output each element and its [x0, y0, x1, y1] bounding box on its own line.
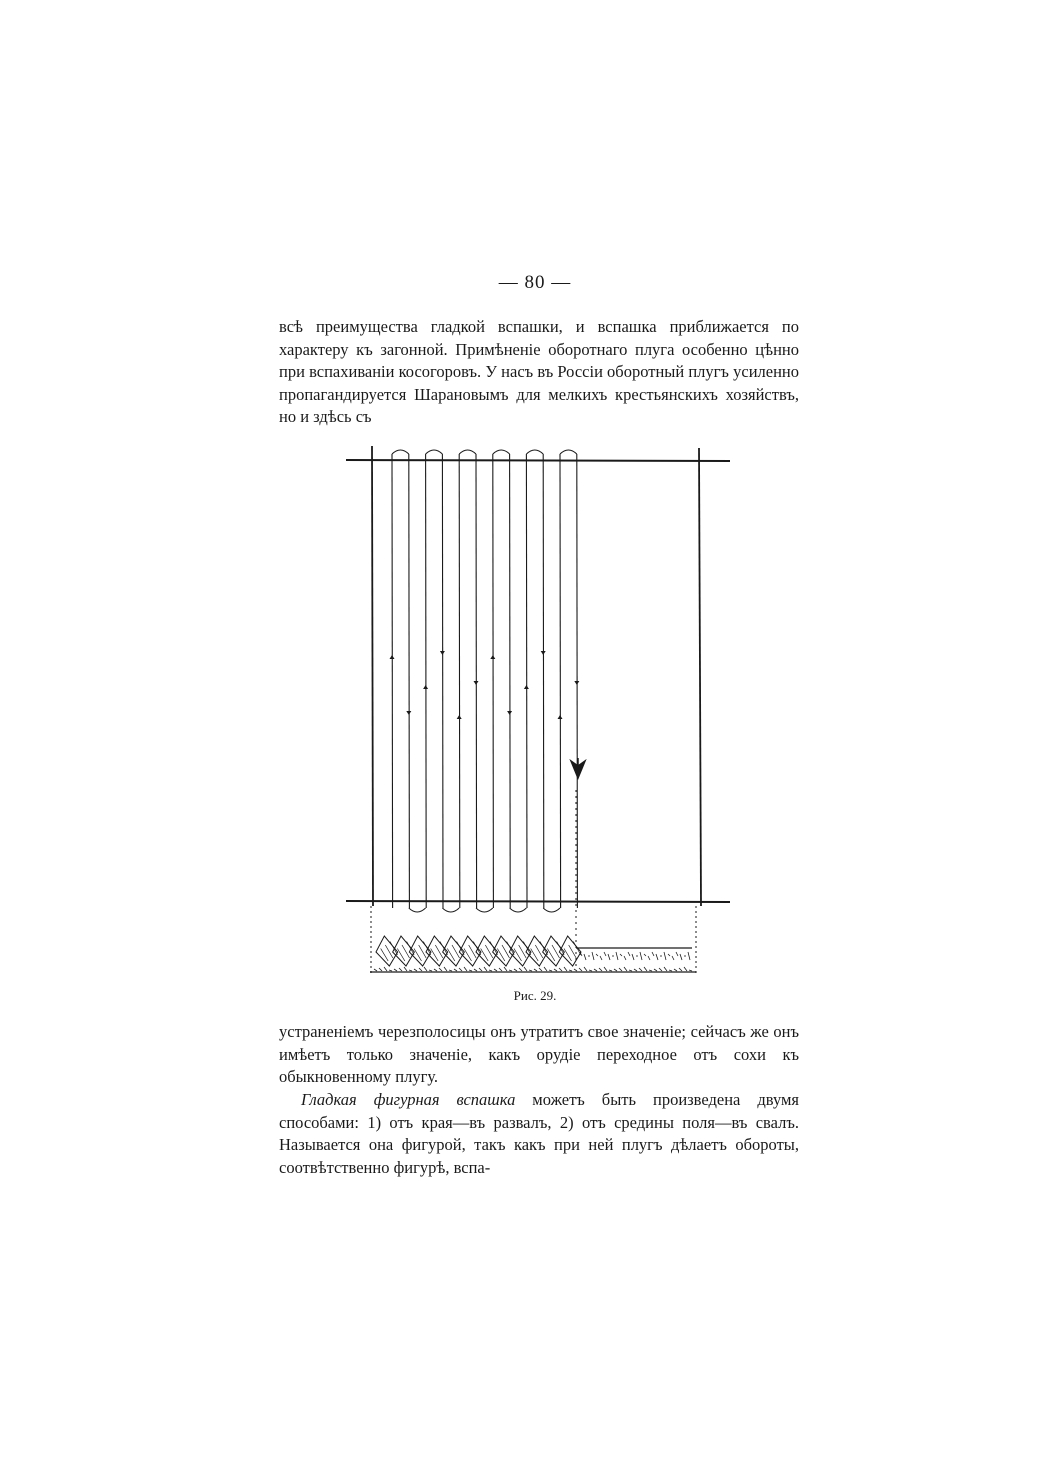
- ground-texture: [684, 967, 687, 971]
- ground-texture: [429, 970, 432, 971]
- unplowed-texture: [620, 954, 622, 956]
- unplowed-texture: [668, 954, 670, 956]
- current-direction-arrow: [571, 758, 585, 778]
- turn-loop-bottom: [409, 908, 426, 912]
- soil-hatch: [535, 945, 543, 958]
- soil-slice: [426, 936, 448, 966]
- soil-slice: [393, 936, 415, 966]
- ground-texture: [644, 967, 647, 971]
- ground-texture: [519, 968, 522, 971]
- ground-texture: [424, 967, 427, 971]
- furrow-line: [392, 454, 393, 908]
- soil-slice: [493, 936, 515, 966]
- furrow-line: [560, 454, 561, 908]
- soil-hatch: [514, 949, 522, 962]
- right-boundary-line: [699, 448, 701, 906]
- furrow-line: [426, 454, 427, 908]
- furrow-direction-arrow: [406, 711, 411, 715]
- paragraph-bottom-body: можетъ быть произведена двумя способами: 1) отъ края—въ развалъ, 2) отъ средины поля—въ свалъ. Называется она фигурой, такъ какъ при ней плугъ дѣлаетъ обороты, соотвѣтственно фигурѣ, вспа-: [279, 1090, 800, 1177]
- ground-texture: [404, 967, 407, 971]
- ground-texture: [654, 969, 657, 971]
- furrow-direction-arrow: [524, 685, 529, 689]
- turn-loop-top: [392, 450, 409, 454]
- ground-texture: [434, 969, 437, 971]
- unplowed-texture: [676, 952, 678, 956]
- ground-texture: [609, 970, 612, 971]
- unplowed-texture: [604, 952, 606, 956]
- ground-texture: [559, 968, 562, 971]
- furrow-direction-arrow: [541, 651, 546, 655]
- ground-texture: [549, 970, 552, 971]
- furrow-line: [526, 454, 527, 908]
- ground-texture: [679, 968, 682, 971]
- left-boundary-line: [372, 446, 373, 906]
- ground-texture: [514, 969, 517, 971]
- furrow-line: [442, 454, 443, 908]
- ground-texture: [444, 967, 447, 971]
- ground-texture: [639, 968, 642, 971]
- turn-loop-bottom: [510, 908, 527, 912]
- ground-texture: [474, 969, 477, 971]
- soil-hatch: [447, 949, 455, 962]
- unplowed-texture: [616, 952, 618, 960]
- ground-texture: [579, 968, 582, 971]
- ground-texture: [389, 970, 392, 971]
- unplowed-texture: [584, 954, 586, 960]
- ground-texture: [649, 970, 652, 971]
- soil-hatch: [435, 945, 443, 958]
- ground-texture: [664, 967, 667, 971]
- ground-texture: [674, 969, 677, 971]
- unplowed-texture: [648, 956, 650, 960]
- ground-texture: [574, 969, 577, 971]
- furrow-direction-arrow: [474, 681, 479, 685]
- ground-texture: [419, 968, 422, 971]
- unplowed-texture: [600, 956, 602, 960]
- soil-hatch: [397, 949, 405, 962]
- soil-hatch: [497, 949, 505, 962]
- furrow-direction-arrow: [423, 685, 428, 689]
- bottom-boundary-line: [346, 901, 730, 902]
- ground-texture: [604, 967, 607, 971]
- ground-texture: [459, 968, 462, 971]
- unplowed-texture: [628, 952, 630, 956]
- soil-slice: [543, 936, 565, 966]
- unplowed-texture: [608, 954, 610, 960]
- ground-texture: [394, 969, 397, 971]
- ground-texture: [399, 968, 402, 971]
- ground-texture: [599, 968, 602, 971]
- soil-hatch: [381, 949, 389, 962]
- ground-texture: [534, 969, 537, 971]
- emphasis-term: Гладкая фигурная вспашка: [301, 1090, 516, 1109]
- ground-texture: [564, 967, 567, 971]
- furrow-line: [543, 454, 544, 908]
- ground-texture: [544, 967, 547, 971]
- turn-loop-top: [426, 450, 443, 454]
- soil-hatch: [502, 945, 510, 958]
- turn-loop-bottom: [442, 908, 459, 912]
- ground-texture: [454, 969, 457, 971]
- unplowed-texture: [680, 954, 682, 960]
- ground-texture: [439, 968, 442, 971]
- furrow-direction-arrow: [490, 655, 495, 659]
- paragraph-bottom: [279, 1089, 799, 1179]
- ground-texture: [479, 968, 482, 971]
- soil-slice: [459, 936, 481, 966]
- ground-texture: [589, 970, 592, 971]
- ground-texture: [569, 970, 572, 971]
- soil-hatch: [485, 945, 493, 958]
- soil-slice: [443, 936, 465, 966]
- ground-texture: [414, 969, 417, 971]
- ground-texture: [469, 970, 472, 971]
- ground-texture: [539, 968, 542, 971]
- top-boundary-line: [346, 460, 730, 461]
- ground-texture: [509, 970, 512, 971]
- furrow-line: [510, 454, 511, 908]
- ground-texture: [464, 967, 467, 971]
- ground-texture: [484, 967, 487, 971]
- furrow-direction-arrow: [390, 655, 395, 659]
- soil-hatch: [552, 945, 560, 958]
- soil-hatch: [431, 949, 439, 962]
- ground-texture: [529, 970, 532, 971]
- paragraph-top: всѣ преимущества гладкой вспашки, и вспашка приближается по характеру къ загонной. Примѣненіе оборотнаго плуга особенно цѣнно при вспахиваніи косогоровъ. У насъ въ Россіи оборотный плугъ усиленно пропагандируется Шарановымъ для мелкихъ крестьянскихъ хозяйствъ, но и здѣсь съ: [279, 317, 799, 426]
- ground-texture: [614, 969, 617, 971]
- ground-texture: [634, 969, 637, 971]
- ground-texture: [499, 968, 502, 971]
- furrow-direction-arrow: [507, 711, 512, 715]
- unplowed-texture: [640, 952, 642, 960]
- soil-hatch: [569, 945, 577, 958]
- unplowed-texture: [596, 954, 598, 956]
- furrow-line: [493, 454, 494, 908]
- soil-hatch: [531, 949, 539, 962]
- ground-texture: [669, 970, 672, 971]
- page-number: — 80 —: [498, 272, 572, 293]
- soil-hatch: [414, 949, 422, 962]
- soil-section-group: [374, 936, 692, 971]
- unplowed-texture: [664, 952, 666, 960]
- soil-hatch: [452, 945, 460, 958]
- furrow-lines-group: [390, 450, 580, 912]
- turn-loop-bottom: [543, 908, 560, 912]
- ground-texture: [504, 967, 507, 971]
- ground-texture: [624, 967, 627, 971]
- turn-loop-top: [493, 450, 510, 454]
- ground-texture: [374, 969, 377, 971]
- soil-hatch: [385, 945, 393, 958]
- ground-texture: [489, 970, 492, 971]
- soil-hatch: [402, 945, 410, 958]
- unplowed-texture: [592, 952, 594, 960]
- unplowed-texture: [652, 952, 654, 956]
- paragraph-middle: устраненіемъ черезполосицы онъ утратитъ свое значеніе; сейчасъ же онъ имѣетъ только значеніе, какъ орудіе переходное отъ сохи къ обыкновенному плугу.: [279, 1022, 799, 1086]
- soil-hatch: [464, 949, 472, 962]
- soil-hatch: [419, 945, 427, 958]
- plowing-diagram: [340, 440, 740, 985]
- soil-slice: [376, 936, 398, 966]
- ground-texture: [689, 970, 692, 971]
- unplowed-texture: [688, 952, 690, 960]
- ground-texture: [494, 969, 497, 971]
- unplowed-texture: [644, 954, 646, 956]
- soil-hatch: [547, 949, 555, 962]
- soil-slice: [509, 936, 531, 966]
- unplowed-texture: [672, 956, 674, 960]
- unplowed-texture: [656, 954, 658, 960]
- ground-texture: [524, 967, 527, 971]
- soil-hatch: [564, 949, 572, 962]
- furrow-direction-arrow: [558, 715, 563, 719]
- soil-slice: [559, 936, 581, 966]
- ground-texture: [629, 970, 632, 971]
- figure-caption: Рис. 29.: [513, 988, 557, 1003]
- unplowed-texture: [632, 954, 634, 960]
- ground-texture: [449, 970, 452, 971]
- turn-loop-top: [459, 450, 476, 454]
- soil-hatch: [519, 945, 527, 958]
- furrow-direction-arrow: [457, 715, 462, 719]
- ground-texture: [584, 967, 587, 971]
- ground-texture: [554, 969, 557, 971]
- ground-texture: [379, 968, 382, 971]
- furrow-line: [459, 454, 460, 908]
- turn-loop-top: [526, 450, 543, 454]
- turn-loop-top: [560, 450, 577, 454]
- ground-texture: [659, 968, 662, 971]
- turn-loop-bottom: [476, 908, 493, 912]
- soil-hatch: [481, 949, 489, 962]
- soil-hatch: [469, 945, 477, 958]
- ground-texture: [384, 967, 387, 971]
- soil-slice: [476, 936, 498, 966]
- furrow-line: [409, 454, 410, 908]
- furrow-direction-arrow: [574, 681, 579, 685]
- soil-slice: [409, 936, 431, 966]
- furrow-direction-arrow: [440, 651, 445, 655]
- ground-texture: [619, 968, 622, 971]
- ground-texture: [409, 970, 412, 971]
- ground-texture: [594, 969, 597, 971]
- unplowed-texture: [624, 956, 626, 960]
- soil-slice: [526, 936, 548, 966]
